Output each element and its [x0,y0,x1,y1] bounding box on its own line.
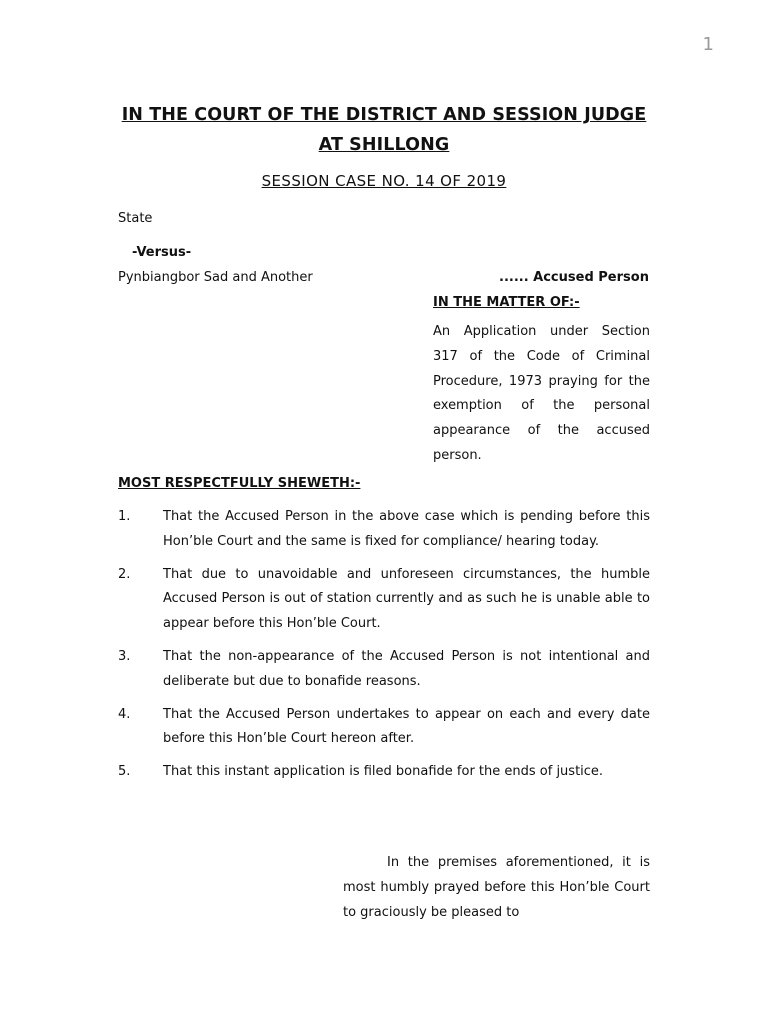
case-number: SESSION CASE NO. 14 OF 2019 [261,172,507,190]
paragraph-text: That this instant application is filed bonafide for the ends of justice. [163,764,604,780]
numbered-paragraphs [118,505,650,793]
paragraph-number: 3. [118,648,131,664]
paragraph-item [118,760,650,785]
matter-description [433,320,650,469]
prayer-text: In the premises aforementioned, it is most humbly prayed before this Hon’ble Court to graciously be pleased to [343,855,650,920]
page-number: 1 [702,34,714,55]
paragraph-item [118,645,650,695]
matter-heading: IN THE MATTER OF:- [433,295,580,310]
court-heading [118,100,650,160]
paragraph-number: 2. [118,566,131,582]
paragraph-item [118,703,650,753]
paragraph-text: That the non-appearance of the Accused Person is not intentional and deliberate but due to bonafide reasons. [163,648,650,689]
paragraph-item [118,563,650,637]
matter-description-text: An Application under Section 317 of the Code of Criminal Procedure, 1973 praying for the exemption of the personal appearance of the accused person. [433,324,650,463]
prayer-paragraph [343,851,650,925]
accused-role: ...... Accused Person [499,270,649,285]
sheweth-heading: MOST RESPECTFULLY SHEWETH:- [118,476,361,491]
court-heading-line-1: IN THE COURT OF THE DISTRICT AND SESSION JUDGE [121,105,647,125]
paragraph-text: That the Accused Person in the above case which is pending before this Hon’ble Court and the same is fixed for compliance/ hearing today. [163,509,650,549]
paragraph-text: That the Accused Person undertakes to appear on each and every date before this Hon’ble Court hereon after. [163,706,650,747]
paragraph-number: 4. [118,706,131,722]
paragraph-number: 5. [118,764,131,780]
paragraph-number: 1. [118,509,131,524]
accused-name: Pynbiangbor Sad and Another [118,270,313,285]
court-heading-line-2: AT SHILLONG [318,135,450,155]
complainant-name: State [118,211,153,226]
paragraph-item [118,505,650,555]
versus-label: -Versus- [132,245,192,260]
paragraph-text: That due to unavoidable and unforeseen circumstances, the humble Accused Person is out of station currently and as such he is unable able to appear before this Hon’ble Court. [163,566,650,632]
